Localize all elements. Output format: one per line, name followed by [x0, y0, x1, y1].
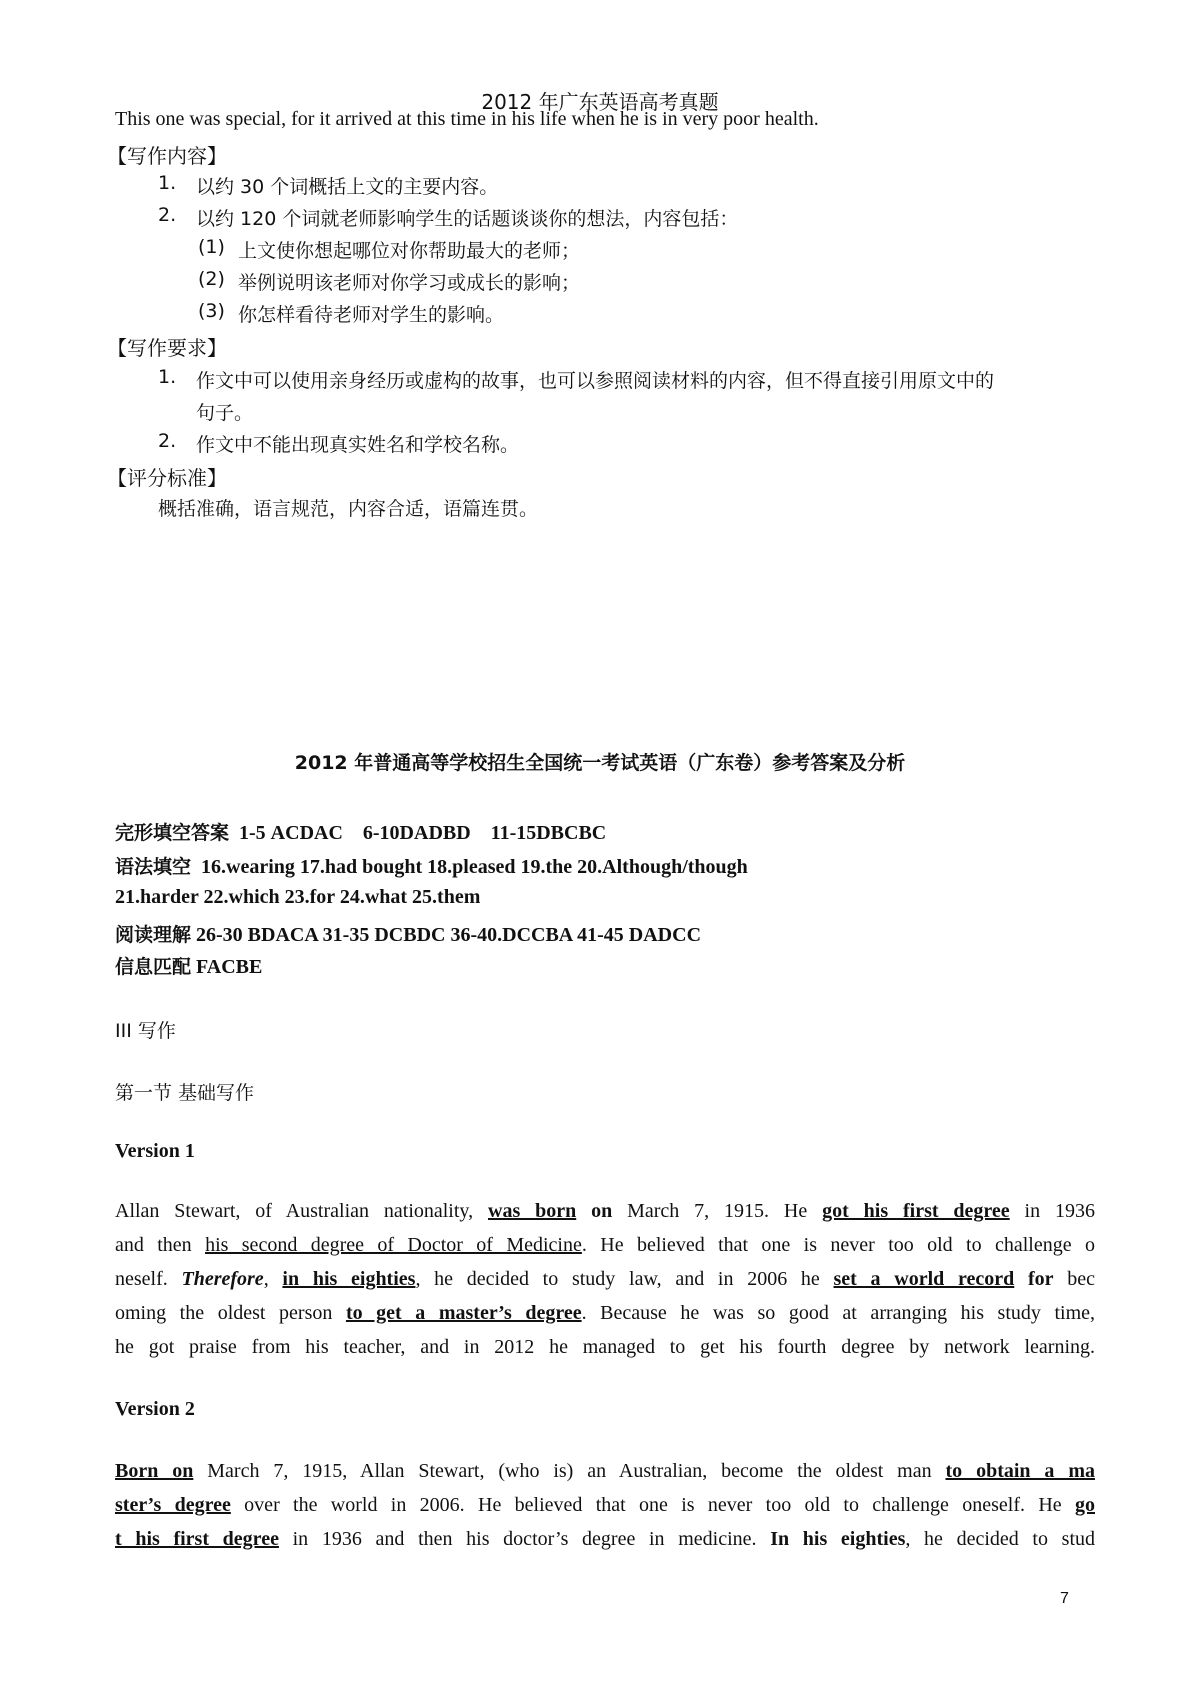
requirements-heading: 【写作要求】: [107, 336, 227, 360]
key-phrase: set a world record: [833, 1268, 1015, 1290]
text-run: Allan Stewart, of Australian nationality,: [115, 1200, 488, 1222]
reading-answers: [115, 920, 701, 947]
subitem-2-num: (2): [198, 268, 225, 290]
reading-values: 26-30 BDACA 31-35 DCBDC 36-40.DCCBA 41-45 DADCC: [196, 924, 702, 946]
version-1-line-5: he got praise from his teacher, and in 2012 he managed to get his fourth degree by network learning.: [115, 1336, 1095, 1358]
cloze-answers: [115, 818, 606, 845]
text-run: . Because he was so good at arranging his study time,: [581, 1302, 1096, 1324]
key-phrase: In his eighties: [770, 1528, 906, 1550]
text-run: March 7, 1915. He: [612, 1200, 823, 1222]
content-item-1-text: 以约 30 个词概括上文的主要内容。: [196, 176, 499, 198]
requirement-1-num: 1.: [158, 366, 177, 388]
content-item-2-text: 以约 120 个词就老师影响学生的话题谈谈你的想法，内容包括：: [196, 208, 739, 230]
grammar-values-2: 21.harder 22.which 23.for 24.what 25.them: [115, 886, 481, 908]
text-run: . He believed that one is never too old to challenge o: [581, 1234, 1095, 1256]
cloze-label: 完形填空答案: [115, 822, 230, 844]
page-header-title: 2012 年广东英语高考真题: [481, 90, 719, 114]
subitem-3-text: 你怎样看待老师对学生的影响。: [238, 304, 505, 326]
version-1-line-3: [115, 1268, 1095, 1291]
scoring-text: 概括准确，语言规范，内容合适，语篇连贯。: [158, 498, 539, 520]
key-phrase: to get a master’s degree: [345, 1302, 582, 1324]
version-1-label: Version 1: [115, 1140, 195, 1162]
key-word-italic: Therefore: [181, 1268, 264, 1290]
key-phrase: t his first degree: [115, 1528, 279, 1550]
requirement-2-num: 2.: [158, 430, 177, 452]
text-run: March 7, 1915, Allan Stewart, (who is) an Australian, become the oldest man: [193, 1460, 946, 1482]
subitem-1-num: (1): [198, 236, 225, 258]
key-word: on: [591, 1200, 613, 1222]
text-run: bec: [1053, 1268, 1096, 1290]
version-2-label: Version 2: [115, 1398, 195, 1420]
key-phrase: go: [1075, 1494, 1095, 1516]
subitem-1-text: 上文使你想起哪位对你帮助最大的老师；: [238, 240, 581, 262]
version-1-line-4: [115, 1302, 1095, 1325]
version-2-line-1: [115, 1460, 1095, 1483]
text-run: neself.: [115, 1268, 182, 1290]
version-1-line-1: [115, 1200, 1095, 1223]
matching-answers: [115, 952, 262, 979]
underlined-phrase: his second degree of Doctor of Medicine: [205, 1234, 582, 1256]
requirement-1-line2: 句子。: [196, 402, 254, 424]
key-phrase: got his first degree: [822, 1200, 1010, 1222]
reading-label: 阅读理解: [115, 924, 192, 946]
key-phrase: Born on: [115, 1460, 194, 1482]
answers-title: 2012 年普通高等学校招生全国统一考试英语（广东卷）参考答案及分析: [294, 752, 906, 774]
scoring-heading: 【评分标准】: [107, 466, 227, 490]
content-heading: 【写作内容】: [107, 144, 227, 168]
text-run: [576, 1200, 591, 1222]
matching-values: FACBE: [196, 956, 263, 978]
content-item-2-num: 2.: [158, 204, 177, 226]
requirement-2-text: 作文中不能出现真实姓名和学校名称。: [196, 434, 520, 456]
grammar-values-1: 16.wearing 17.had bought 18.pleased 19.the 20.Although/though: [201, 856, 748, 878]
cloze-values: 1-5 ACDAC 6-10DADBD 11-15DBCBC: [239, 822, 607, 844]
writing-subsection-heading: 第一节 基础写作: [115, 1082, 255, 1104]
page-number: 7: [1060, 1590, 1069, 1607]
key-word: for: [1028, 1268, 1054, 1290]
subitem-3-num: (3): [198, 300, 225, 322]
version-2-line-3: [115, 1528, 1095, 1551]
text-run: ,: [263, 1268, 283, 1290]
version-1-line-2: [115, 1234, 1095, 1257]
key-phrase: in his eighties: [282, 1268, 416, 1290]
requirement-1-line1: 作文中可以使用亲身经历或虚构的故事，也可以参照阅读材料的内容，但不得直接引用原文中的: [196, 370, 995, 392]
text-run: in 1936 and then his doctor’s degree in medicine.: [278, 1528, 771, 1550]
intro-line: This one was special, for it arrived at this time in his life when he is in very poor health.: [115, 108, 819, 130]
text-run: oming the oldest person: [115, 1302, 346, 1324]
writing-section-heading: III 写作: [115, 1020, 176, 1042]
text-run: [1014, 1268, 1028, 1290]
key-phrase: to obtain a ma: [945, 1460, 1095, 1482]
text-run: in 1936: [1009, 1200, 1095, 1222]
subitem-2-text: 举例说明该老师对你学习或成长的影响；: [238, 272, 581, 294]
matching-label: 信息匹配: [115, 956, 192, 978]
grammar-answers-1: [115, 852, 748, 879]
text-run: , he decided to study law, and in 2006 he: [415, 1268, 834, 1290]
key-phrase: was born: [488, 1200, 577, 1222]
key-phrase: ster’s degree: [115, 1494, 231, 1516]
text-run: , he decided to stud: [905, 1528, 1096, 1550]
text-run: over the world in 2006. He believed that one is never too old to challenge oneself. He: [230, 1494, 1075, 1516]
content-item-1-num: 1.: [158, 172, 177, 194]
text-run: and then: [115, 1234, 206, 1256]
version-2-line-2: [115, 1494, 1095, 1517]
grammar-label: 语法填空: [115, 856, 192, 878]
